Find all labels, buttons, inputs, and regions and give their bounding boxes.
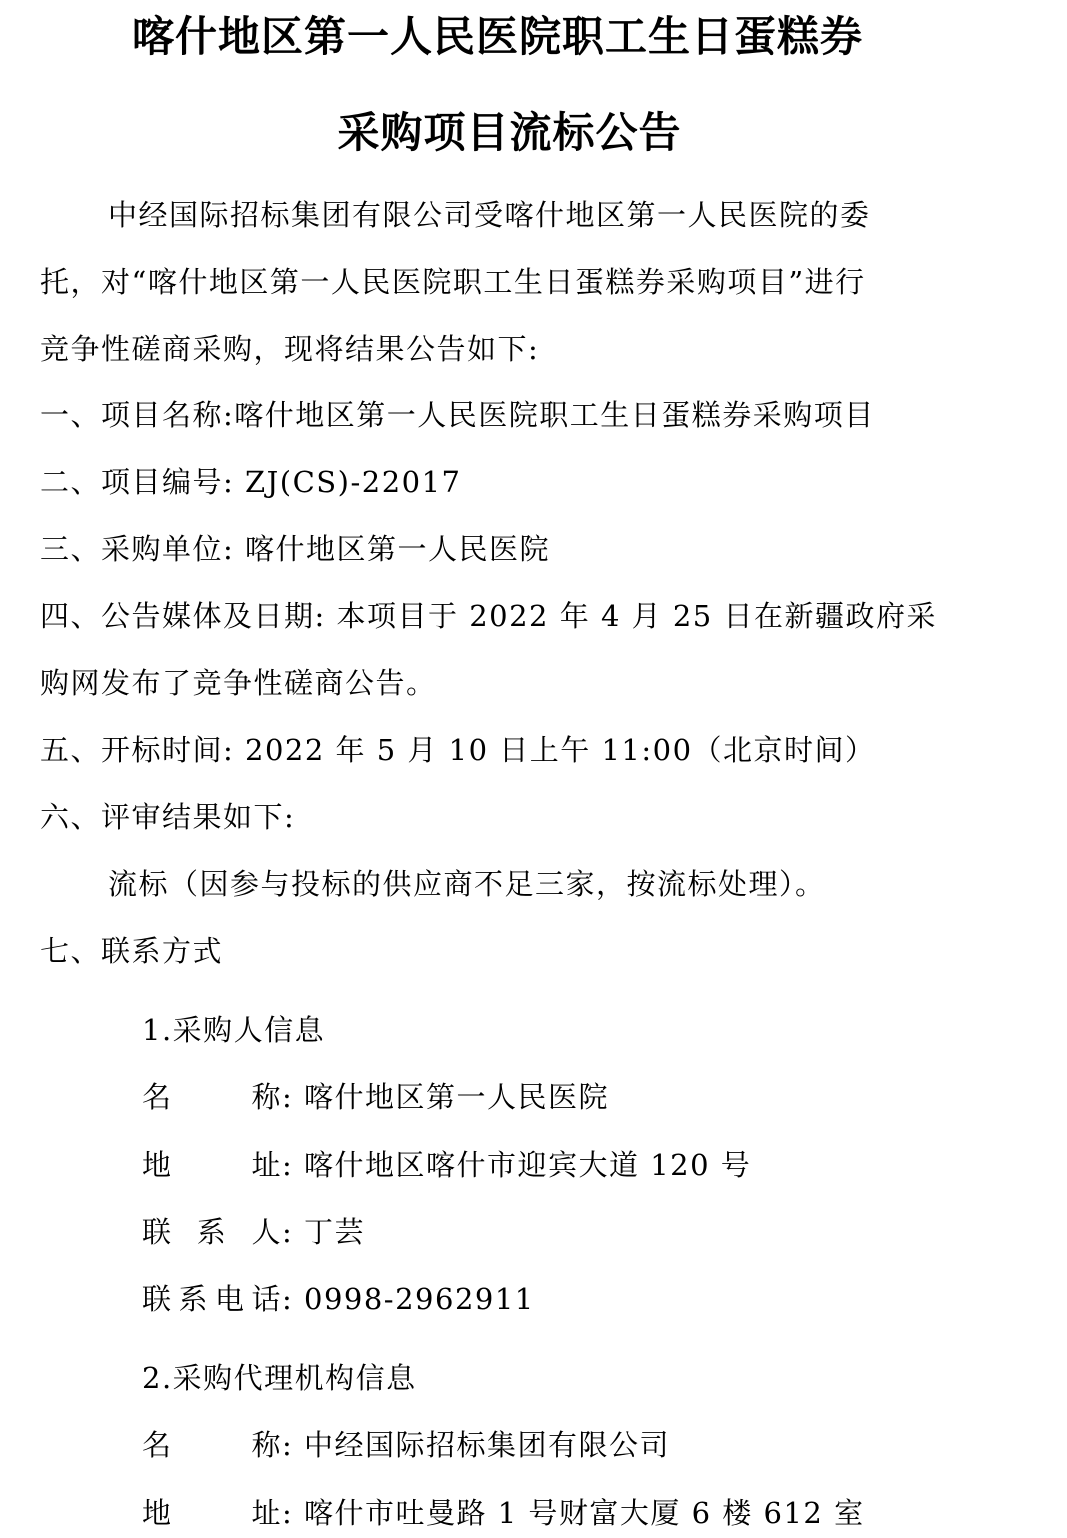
purchaser-address-value: 喀什地区喀什市迎宾大道 120 号 bbox=[304, 1148, 752, 1182]
purchaser-name-row bbox=[142, 1077, 609, 1117]
colon: : bbox=[282, 1496, 294, 1530]
agency-address-label: 地址 bbox=[142, 1496, 282, 1530]
page-title: 喀什地区第一人民医院职工生日蛋糕券 bbox=[131, 12, 863, 61]
item-media-line-1: 四、公告媒体及日期: 本项目于 2022 年 4 月 25 日在新疆政府采 bbox=[40, 599, 937, 633]
page-subtitle: 采购项目流标公告 bbox=[337, 108, 682, 157]
agency-address-value: 喀什市吐曼路 1 号财富大厦 6 楼 612 室 bbox=[304, 1496, 865, 1530]
purchaser-contact-value: 丁芸 bbox=[304, 1215, 366, 1249]
agency-address-row bbox=[142, 1493, 865, 1533]
agency-name-value: 中经国际招标集团有限公司 bbox=[304, 1428, 671, 1462]
intro-line-3: 竞争性磋商采购，现将结果公告如下: bbox=[40, 332, 540, 366]
purchaser-phone-row bbox=[142, 1279, 535, 1319]
purchaser-address-row bbox=[142, 1145, 751, 1185]
intro-line-2: 托，对“喀什地区第一人民医院职工生日蛋糕券采购项目”进行 bbox=[40, 265, 866, 299]
purchaser-address-label: 地址 bbox=[142, 1148, 282, 1182]
item-purchaser: 三、采购单位: 喀什地区第一人民医院 bbox=[40, 532, 550, 566]
item-result-text: 流标（因参与投标的供应商不足三家，按流标处理）。 bbox=[108, 867, 826, 901]
purchaser-info-heading: 1.采购人信息 bbox=[142, 1013, 326, 1047]
colon: : bbox=[282, 1282, 294, 1316]
item-project-number: 二、项目编号: ZJ(CS)-22017 bbox=[40, 465, 462, 499]
purchaser-name-label: 名称 bbox=[142, 1080, 282, 1114]
purchaser-name-value: 喀什地区第一人民医院 bbox=[304, 1080, 610, 1114]
purchaser-phone-value: 0998-2962911 bbox=[304, 1282, 535, 1316]
purchaser-phone-label: 联系电话 bbox=[142, 1282, 282, 1316]
agency-name-row bbox=[142, 1425, 670, 1465]
purchaser-contact-row bbox=[142, 1212, 365, 1252]
agency-name-label: 名称 bbox=[142, 1428, 282, 1462]
item-contact-heading: 七、联系方式 bbox=[40, 934, 224, 968]
item-open-time: 五、开标时间: 2022 年 5 月 10 日上午 11:00（北京时间） bbox=[40, 733, 876, 767]
colon: : bbox=[282, 1080, 294, 1114]
intro-line-1: 中经国际招标集团有限公司受喀什地区第一人民医院的委 bbox=[108, 198, 871, 232]
item-result-heading: 六、评审结果如下: bbox=[40, 800, 296, 834]
colon: : bbox=[282, 1148, 294, 1182]
colon: : bbox=[282, 1428, 294, 1462]
item-project-name: 一、项目名称:喀什地区第一人民医院职工生日蛋糕券采购项目 bbox=[40, 398, 875, 432]
colon: : bbox=[282, 1215, 294, 1249]
agency-info-heading: 2.采购代理机构信息 bbox=[142, 1361, 417, 1395]
item-media-line-2: 购网发布了竞争性磋商公告。 bbox=[40, 666, 437, 700]
purchaser-contact-label: 联系人 bbox=[142, 1215, 282, 1249]
